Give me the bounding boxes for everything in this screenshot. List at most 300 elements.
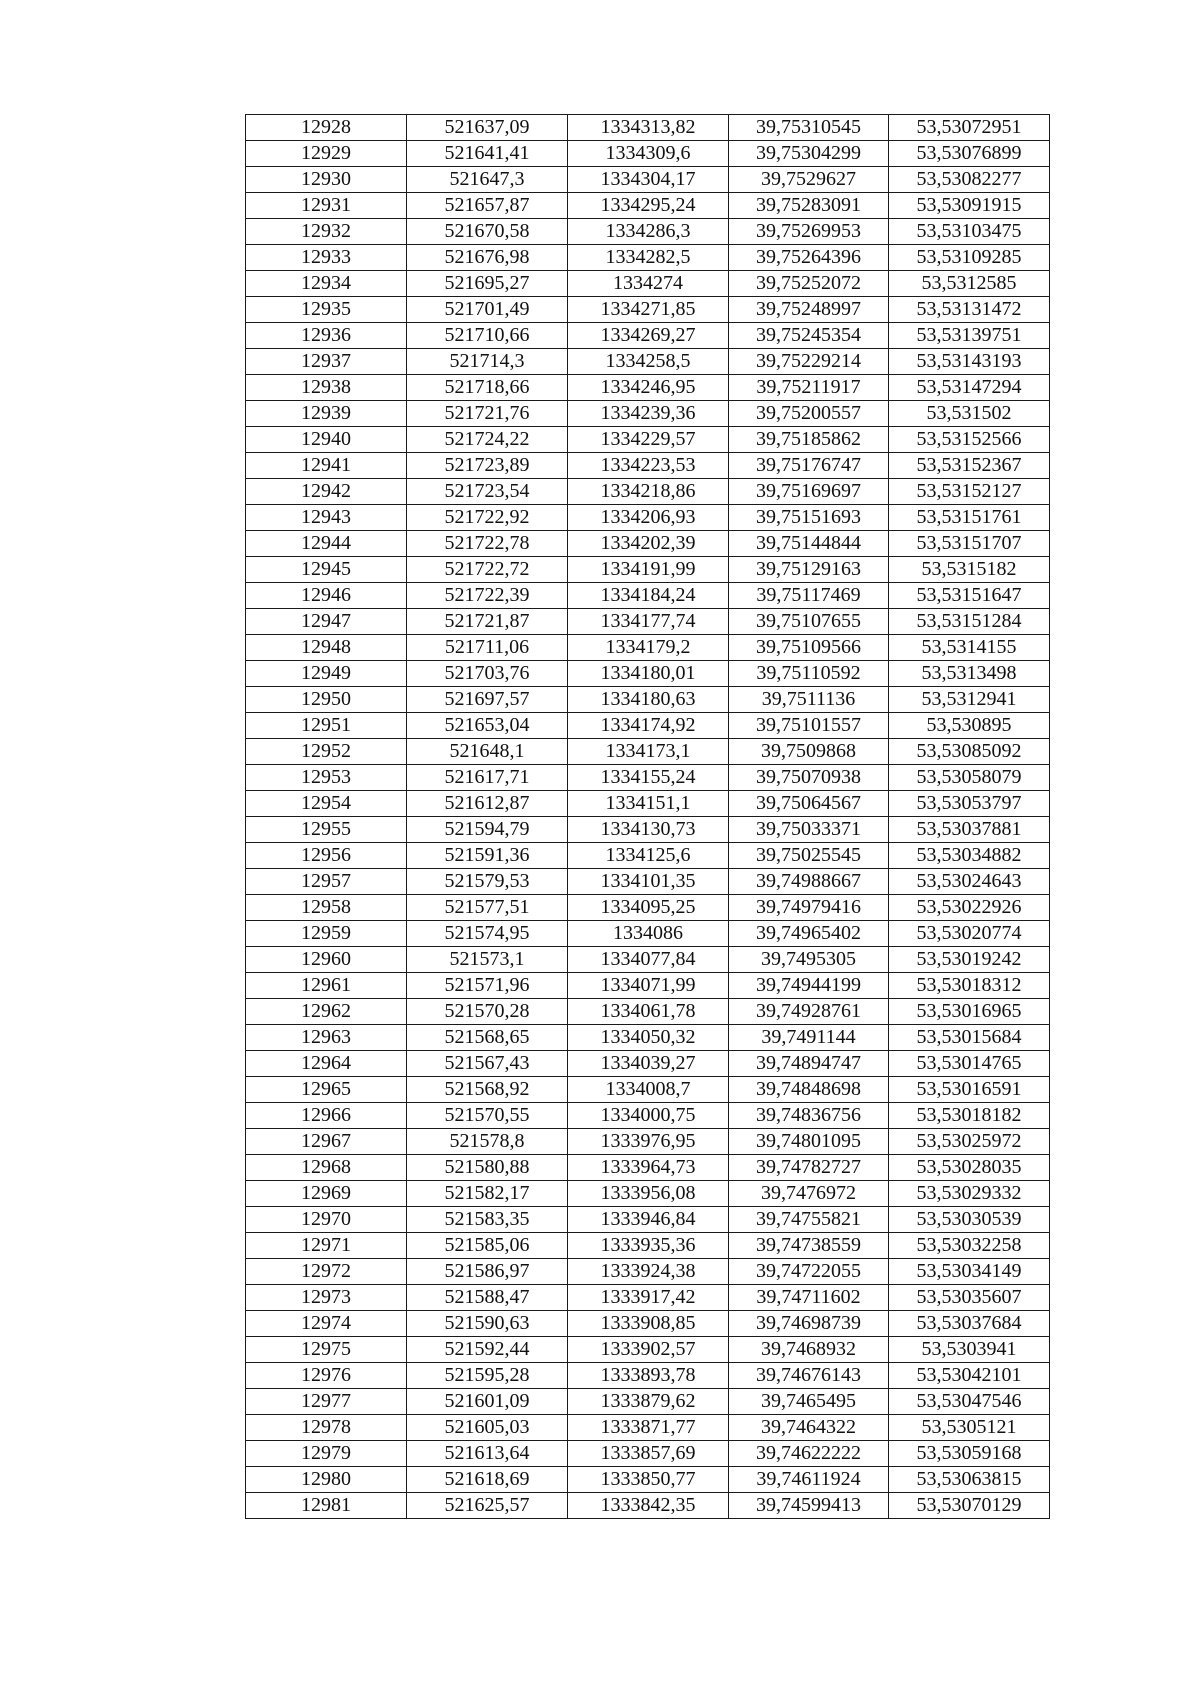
table-row [246, 635, 1050, 661]
coord-y-cell: 1334180,63 [568, 687, 729, 713]
point-number-cell: 12962 [246, 999, 407, 1025]
coord-y-cell: 1333857,69 [568, 1441, 729, 1467]
point-number-cell: 12958 [246, 895, 407, 921]
coord-y-cell: 1334130,73 [568, 817, 729, 843]
latitude-cell: 53,53103475 [889, 219, 1050, 245]
coord-x-cell: 521580,88 [407, 1155, 568, 1181]
coord-x-cell: 521722,78 [407, 531, 568, 557]
longitude-cell: 39,7491144 [729, 1025, 889, 1051]
table-row [246, 739, 1050, 765]
table-row [246, 453, 1050, 479]
longitude-cell: 39,75070938 [729, 765, 889, 791]
coord-y-cell: 1334008,7 [568, 1077, 729, 1103]
longitude-cell: 39,7509868 [729, 739, 889, 765]
coord-x-cell: 521613,64 [407, 1441, 568, 1467]
latitude-cell: 53,53015684 [889, 1025, 1050, 1051]
coord-y-cell: 1333908,85 [568, 1311, 729, 1337]
latitude-cell: 53,53076899 [889, 141, 1050, 167]
coord-y-cell: 1333935,36 [568, 1233, 729, 1259]
coord-y-cell: 1334180,01 [568, 661, 729, 687]
coord-x-cell: 521695,27 [407, 271, 568, 297]
table-row [246, 1467, 1050, 1493]
coord-y-cell: 1334125,6 [568, 843, 729, 869]
latitude-cell: 53,53035607 [889, 1285, 1050, 1311]
point-number-cell: 12931 [246, 193, 407, 219]
longitude-cell: 39,75129163 [729, 557, 889, 583]
point-number-cell: 12964 [246, 1051, 407, 1077]
latitude-cell: 53,53151761 [889, 505, 1050, 531]
point-number-cell: 12935 [246, 297, 407, 323]
table-row [246, 1389, 1050, 1415]
latitude-cell: 53,53072951 [889, 115, 1050, 141]
latitude-cell: 53,53139751 [889, 323, 1050, 349]
longitude-cell: 39,75200557 [729, 401, 889, 427]
longitude-cell: 39,75064567 [729, 791, 889, 817]
coord-y-cell: 1334282,5 [568, 245, 729, 271]
longitude-cell: 39,74722055 [729, 1259, 889, 1285]
longitude-cell: 39,74944199 [729, 973, 889, 999]
table-row [246, 271, 1050, 297]
point-number-cell: 12965 [246, 1077, 407, 1103]
coord-x-cell: 521591,36 [407, 843, 568, 869]
latitude-cell: 53,5314155 [889, 635, 1050, 661]
latitude-cell: 53,53152566 [889, 427, 1050, 453]
latitude-cell: 53,53020774 [889, 921, 1050, 947]
coord-y-cell: 1333946,84 [568, 1207, 729, 1233]
table-row [246, 1285, 1050, 1311]
coord-y-cell: 1334206,93 [568, 505, 729, 531]
coord-y-cell: 1334246,95 [568, 375, 729, 401]
point-number-cell: 12976 [246, 1363, 407, 1389]
latitude-cell: 53,5313498 [889, 661, 1050, 687]
coord-x-cell: 521653,04 [407, 713, 568, 739]
point-number-cell: 12929 [246, 141, 407, 167]
longitude-cell: 39,74611924 [729, 1467, 889, 1493]
coord-y-cell: 1334174,92 [568, 713, 729, 739]
coord-y-cell: 1334258,5 [568, 349, 729, 375]
coord-x-cell: 521567,43 [407, 1051, 568, 1077]
coord-y-cell: 1334077,84 [568, 947, 729, 973]
table-row [246, 1493, 1050, 1519]
latitude-cell: 53,531502 [889, 401, 1050, 427]
longitude-cell: 39,75109566 [729, 635, 889, 661]
point-number-cell: 12955 [246, 817, 407, 843]
coord-y-cell: 1333850,77 [568, 1467, 729, 1493]
latitude-cell: 53,53109285 [889, 245, 1050, 271]
point-number-cell: 12928 [246, 115, 407, 141]
table-row [246, 531, 1050, 557]
latitude-cell: 53,53030539 [889, 1207, 1050, 1233]
longitude-cell: 39,74698739 [729, 1311, 889, 1337]
table-row [246, 115, 1050, 141]
table-row [246, 1207, 1050, 1233]
point-number-cell: 12969 [246, 1181, 407, 1207]
coord-y-cell: 1333964,73 [568, 1155, 729, 1181]
coord-y-cell: 1334286,3 [568, 219, 729, 245]
coord-y-cell: 1334229,57 [568, 427, 729, 453]
point-number-cell: 12933 [246, 245, 407, 271]
coord-y-cell: 1334179,2 [568, 635, 729, 661]
latitude-cell: 53,530895 [889, 713, 1050, 739]
coord-y-cell: 1333902,57 [568, 1337, 729, 1363]
longitude-cell: 39,75264396 [729, 245, 889, 271]
point-number-cell: 12930 [246, 167, 407, 193]
latitude-cell: 53,53032258 [889, 1233, 1050, 1259]
longitude-cell: 39,75245354 [729, 323, 889, 349]
coord-x-cell: 521570,55 [407, 1103, 568, 1129]
table-row [246, 921, 1050, 947]
table-row [246, 947, 1050, 973]
coord-y-cell: 1333871,77 [568, 1415, 729, 1441]
longitude-cell: 39,75117469 [729, 583, 889, 609]
coord-y-cell: 1334061,78 [568, 999, 729, 1025]
coord-y-cell: 1334202,39 [568, 531, 729, 557]
longitude-cell: 39,74782727 [729, 1155, 889, 1181]
table-row [246, 609, 1050, 635]
table-row [246, 193, 1050, 219]
table-row [246, 557, 1050, 583]
table-row [246, 1415, 1050, 1441]
coord-y-cell: 1334218,86 [568, 479, 729, 505]
point-number-cell: 12943 [246, 505, 407, 531]
coord-y-cell: 1333956,08 [568, 1181, 729, 1207]
coord-x-cell: 521618,69 [407, 1467, 568, 1493]
coord-x-cell: 521710,66 [407, 323, 568, 349]
table-row [246, 817, 1050, 843]
coord-x-cell: 521647,3 [407, 167, 568, 193]
table-row [246, 1337, 1050, 1363]
coord-y-cell: 1333976,95 [568, 1129, 729, 1155]
longitude-cell: 39,74965402 [729, 921, 889, 947]
point-number-cell: 12934 [246, 271, 407, 297]
table-row [246, 375, 1050, 401]
point-number-cell: 12974 [246, 1311, 407, 1337]
coord-x-cell: 521592,44 [407, 1337, 568, 1363]
latitude-cell: 53,53034149 [889, 1259, 1050, 1285]
coord-x-cell: 521578,8 [407, 1129, 568, 1155]
longitude-cell: 39,74928761 [729, 999, 889, 1025]
point-number-cell: 12954 [246, 791, 407, 817]
table-row [246, 1103, 1050, 1129]
point-number-cell: 12967 [246, 1129, 407, 1155]
point-number-cell: 12953 [246, 765, 407, 791]
point-number-cell: 12945 [246, 557, 407, 583]
latitude-cell: 53,53024643 [889, 869, 1050, 895]
point-number-cell: 12981 [246, 1493, 407, 1519]
table-row [246, 167, 1050, 193]
point-number-cell: 12937 [246, 349, 407, 375]
latitude-cell: 53,53037881 [889, 817, 1050, 843]
table-row [246, 141, 1050, 167]
latitude-cell: 53,53143193 [889, 349, 1050, 375]
table-row [246, 427, 1050, 453]
coord-y-cell: 1334071,99 [568, 973, 729, 999]
coord-x-cell: 521571,96 [407, 973, 568, 999]
longitude-cell: 39,7529627 [729, 167, 889, 193]
point-number-cell: 12938 [246, 375, 407, 401]
coord-x-cell: 521612,87 [407, 791, 568, 817]
coord-x-cell: 521714,3 [407, 349, 568, 375]
coord-x-cell: 521585,06 [407, 1233, 568, 1259]
longitude-cell: 39,74676143 [729, 1363, 889, 1389]
longitude-cell: 39,75025545 [729, 843, 889, 869]
coord-y-cell: 1334304,17 [568, 167, 729, 193]
coord-x-cell: 521723,54 [407, 479, 568, 505]
table-row [246, 1129, 1050, 1155]
point-number-cell: 12940 [246, 427, 407, 453]
coord-x-cell: 521590,63 [407, 1311, 568, 1337]
longitude-cell: 39,7464322 [729, 1415, 889, 1441]
coord-x-cell: 521579,53 [407, 869, 568, 895]
coord-x-cell: 521676,98 [407, 245, 568, 271]
longitude-cell: 39,75269953 [729, 219, 889, 245]
latitude-cell: 53,53028035 [889, 1155, 1050, 1181]
latitude-cell: 53,53151707 [889, 531, 1050, 557]
table-row [246, 479, 1050, 505]
longitude-cell: 39,75176747 [729, 453, 889, 479]
longitude-cell: 39,74801095 [729, 1129, 889, 1155]
latitude-cell: 53,53131472 [889, 297, 1050, 323]
latitude-cell: 53,53147294 [889, 375, 1050, 401]
coord-x-cell: 521701,49 [407, 297, 568, 323]
longitude-cell: 39,75033371 [729, 817, 889, 843]
coord-x-cell: 521723,89 [407, 453, 568, 479]
coord-y-cell: 1334095,25 [568, 895, 729, 921]
coord-y-cell: 1334184,24 [568, 583, 729, 609]
latitude-cell: 53,53058079 [889, 765, 1050, 791]
longitude-cell: 39,74622222 [729, 1441, 889, 1467]
table-row [246, 1311, 1050, 1337]
coord-y-cell: 1334155,24 [568, 765, 729, 791]
point-number-cell: 12966 [246, 1103, 407, 1129]
latitude-cell: 53,5312585 [889, 271, 1050, 297]
longitude-cell: 39,75185862 [729, 427, 889, 453]
point-number-cell: 12968 [246, 1155, 407, 1181]
latitude-cell: 53,53022926 [889, 895, 1050, 921]
point-number-cell: 12972 [246, 1259, 407, 1285]
coord-y-cell: 1334050,32 [568, 1025, 729, 1051]
point-number-cell: 12961 [246, 973, 407, 999]
longitude-cell: 39,75151693 [729, 505, 889, 531]
coord-x-cell: 521722,72 [407, 557, 568, 583]
table-row [246, 765, 1050, 791]
point-number-cell: 12959 [246, 921, 407, 947]
table-row [246, 661, 1050, 687]
latitude-cell: 53,5312941 [889, 687, 1050, 713]
coord-x-cell: 521601,09 [407, 1389, 568, 1415]
point-number-cell: 12932 [246, 219, 407, 245]
latitude-cell: 53,53016965 [889, 999, 1050, 1025]
table-row [246, 1259, 1050, 1285]
coord-y-cell: 1334274 [568, 271, 729, 297]
latitude-cell: 53,53085092 [889, 739, 1050, 765]
latitude-cell: 53,53014765 [889, 1051, 1050, 1077]
table-row [246, 1181, 1050, 1207]
coordinates-table [245, 114, 1050, 1519]
point-number-cell: 12956 [246, 843, 407, 869]
longitude-cell: 39,75304299 [729, 141, 889, 167]
coord-x-cell: 521722,92 [407, 505, 568, 531]
point-number-cell: 12960 [246, 947, 407, 973]
table-row [246, 505, 1050, 531]
point-number-cell: 12980 [246, 1467, 407, 1493]
latitude-cell: 53,53037684 [889, 1311, 1050, 1337]
longitude-cell: 39,75107655 [729, 609, 889, 635]
latitude-cell: 53,5303941 [889, 1337, 1050, 1363]
coord-y-cell: 1334000,75 [568, 1103, 729, 1129]
coord-y-cell: 1334313,82 [568, 115, 729, 141]
coord-y-cell: 1334295,24 [568, 193, 729, 219]
latitude-cell: 53,53059168 [889, 1441, 1050, 1467]
table-row [246, 1155, 1050, 1181]
point-number-cell: 12971 [246, 1233, 407, 1259]
point-number-cell: 12946 [246, 583, 407, 609]
coord-x-cell: 521724,22 [407, 427, 568, 453]
table-row [246, 687, 1050, 713]
coord-x-cell: 521657,87 [407, 193, 568, 219]
longitude-cell: 39,75211917 [729, 375, 889, 401]
point-number-cell: 12963 [246, 1025, 407, 1051]
longitude-cell: 39,74894747 [729, 1051, 889, 1077]
coord-x-cell: 521625,57 [407, 1493, 568, 1519]
point-number-cell: 12973 [246, 1285, 407, 1311]
longitude-cell: 39,74988667 [729, 869, 889, 895]
latitude-cell: 53,53070129 [889, 1493, 1050, 1519]
longitude-cell: 39,7511136 [729, 687, 889, 713]
longitude-cell: 39,75252072 [729, 271, 889, 297]
coord-x-cell: 521594,79 [407, 817, 568, 843]
table-row [246, 245, 1050, 271]
point-number-cell: 12942 [246, 479, 407, 505]
coord-x-cell: 521577,51 [407, 895, 568, 921]
longitude-cell: 39,75144844 [729, 531, 889, 557]
longitude-cell: 39,75101557 [729, 713, 889, 739]
coord-x-cell: 521595,28 [407, 1363, 568, 1389]
coord-x-cell: 521648,1 [407, 739, 568, 765]
coord-y-cell: 1334173,1 [568, 739, 729, 765]
coord-x-cell: 521568,65 [407, 1025, 568, 1051]
coord-x-cell: 521722,39 [407, 583, 568, 609]
longitude-cell: 39,7476972 [729, 1181, 889, 1207]
coordinates-table-body [246, 115, 1050, 1519]
coord-x-cell: 521718,66 [407, 375, 568, 401]
latitude-cell: 53,53018182 [889, 1103, 1050, 1129]
point-number-cell: 12948 [246, 635, 407, 661]
table-row [246, 973, 1050, 999]
point-number-cell: 12951 [246, 713, 407, 739]
latitude-cell: 53,53016591 [889, 1077, 1050, 1103]
coord-x-cell: 521670,58 [407, 219, 568, 245]
point-number-cell: 12939 [246, 401, 407, 427]
point-number-cell: 12936 [246, 323, 407, 349]
coord-y-cell: 1333842,35 [568, 1493, 729, 1519]
table-row [246, 349, 1050, 375]
point-number-cell: 12970 [246, 1207, 407, 1233]
coord-x-cell: 521570,28 [407, 999, 568, 1025]
table-row [246, 713, 1050, 739]
point-number-cell: 12977 [246, 1389, 407, 1415]
table-row [246, 1025, 1050, 1051]
coord-y-cell: 1334269,27 [568, 323, 729, 349]
latitude-cell: 53,53152127 [889, 479, 1050, 505]
latitude-cell: 53,53029332 [889, 1181, 1050, 1207]
longitude-cell: 39,74738559 [729, 1233, 889, 1259]
coord-x-cell: 521583,35 [407, 1207, 568, 1233]
longitude-cell: 39,7495305 [729, 947, 889, 973]
longitude-cell: 39,7468932 [729, 1337, 889, 1363]
latitude-cell: 53,53152367 [889, 453, 1050, 479]
coord-y-cell: 1334039,27 [568, 1051, 729, 1077]
coord-y-cell: 1333893,78 [568, 1363, 729, 1389]
table-row [246, 1051, 1050, 1077]
longitude-cell: 39,74599413 [729, 1493, 889, 1519]
coord-y-cell: 1334101,35 [568, 869, 729, 895]
coord-x-cell: 521588,47 [407, 1285, 568, 1311]
latitude-cell: 53,53091915 [889, 193, 1050, 219]
latitude-cell: 53,53019242 [889, 947, 1050, 973]
latitude-cell: 53,5305121 [889, 1415, 1050, 1441]
longitude-cell: 39,74979416 [729, 895, 889, 921]
latitude-cell: 53,53082277 [889, 167, 1050, 193]
coord-x-cell: 521637,09 [407, 115, 568, 141]
point-number-cell: 12944 [246, 531, 407, 557]
coord-x-cell: 521721,87 [407, 609, 568, 635]
point-number-cell: 12975 [246, 1337, 407, 1363]
coord-y-cell: 1333917,42 [568, 1285, 729, 1311]
longitude-cell: 39,74711602 [729, 1285, 889, 1311]
coord-x-cell: 521697,57 [407, 687, 568, 713]
point-number-cell: 12949 [246, 661, 407, 687]
table-row [246, 401, 1050, 427]
longitude-cell: 39,75283091 [729, 193, 889, 219]
latitude-cell: 53,53018312 [889, 973, 1050, 999]
coord-x-cell: 521711,06 [407, 635, 568, 661]
longitude-cell: 39,75248997 [729, 297, 889, 323]
coord-y-cell: 1334177,74 [568, 609, 729, 635]
latitude-cell: 53,53042101 [889, 1363, 1050, 1389]
point-number-cell: 12978 [246, 1415, 407, 1441]
table-row [246, 869, 1050, 895]
coord-x-cell: 521586,97 [407, 1259, 568, 1285]
coord-y-cell: 1334086 [568, 921, 729, 947]
point-number-cell: 12947 [246, 609, 407, 635]
latitude-cell: 53,53047546 [889, 1389, 1050, 1415]
latitude-cell: 53,5315182 [889, 557, 1050, 583]
coord-y-cell: 1334191,99 [568, 557, 729, 583]
table-row [246, 1077, 1050, 1103]
coord-x-cell: 521641,41 [407, 141, 568, 167]
coord-y-cell: 1334223,53 [568, 453, 729, 479]
coord-y-cell: 1333879,62 [568, 1389, 729, 1415]
latitude-cell: 53,53034882 [889, 843, 1050, 869]
coord-x-cell: 521617,71 [407, 765, 568, 791]
table-row [246, 999, 1050, 1025]
coord-y-cell: 1334271,85 [568, 297, 729, 323]
point-number-cell: 12979 [246, 1441, 407, 1467]
latitude-cell: 53,53151284 [889, 609, 1050, 635]
table-row [246, 895, 1050, 921]
coord-x-cell: 521574,95 [407, 921, 568, 947]
table-row [246, 1363, 1050, 1389]
table-row [246, 791, 1050, 817]
coord-x-cell: 521573,1 [407, 947, 568, 973]
table-row [246, 219, 1050, 245]
latitude-cell: 53,53151647 [889, 583, 1050, 609]
coord-y-cell: 1334151,1 [568, 791, 729, 817]
table-row [246, 297, 1050, 323]
coord-y-cell: 1333924,38 [568, 1259, 729, 1285]
table-row [246, 1233, 1050, 1259]
